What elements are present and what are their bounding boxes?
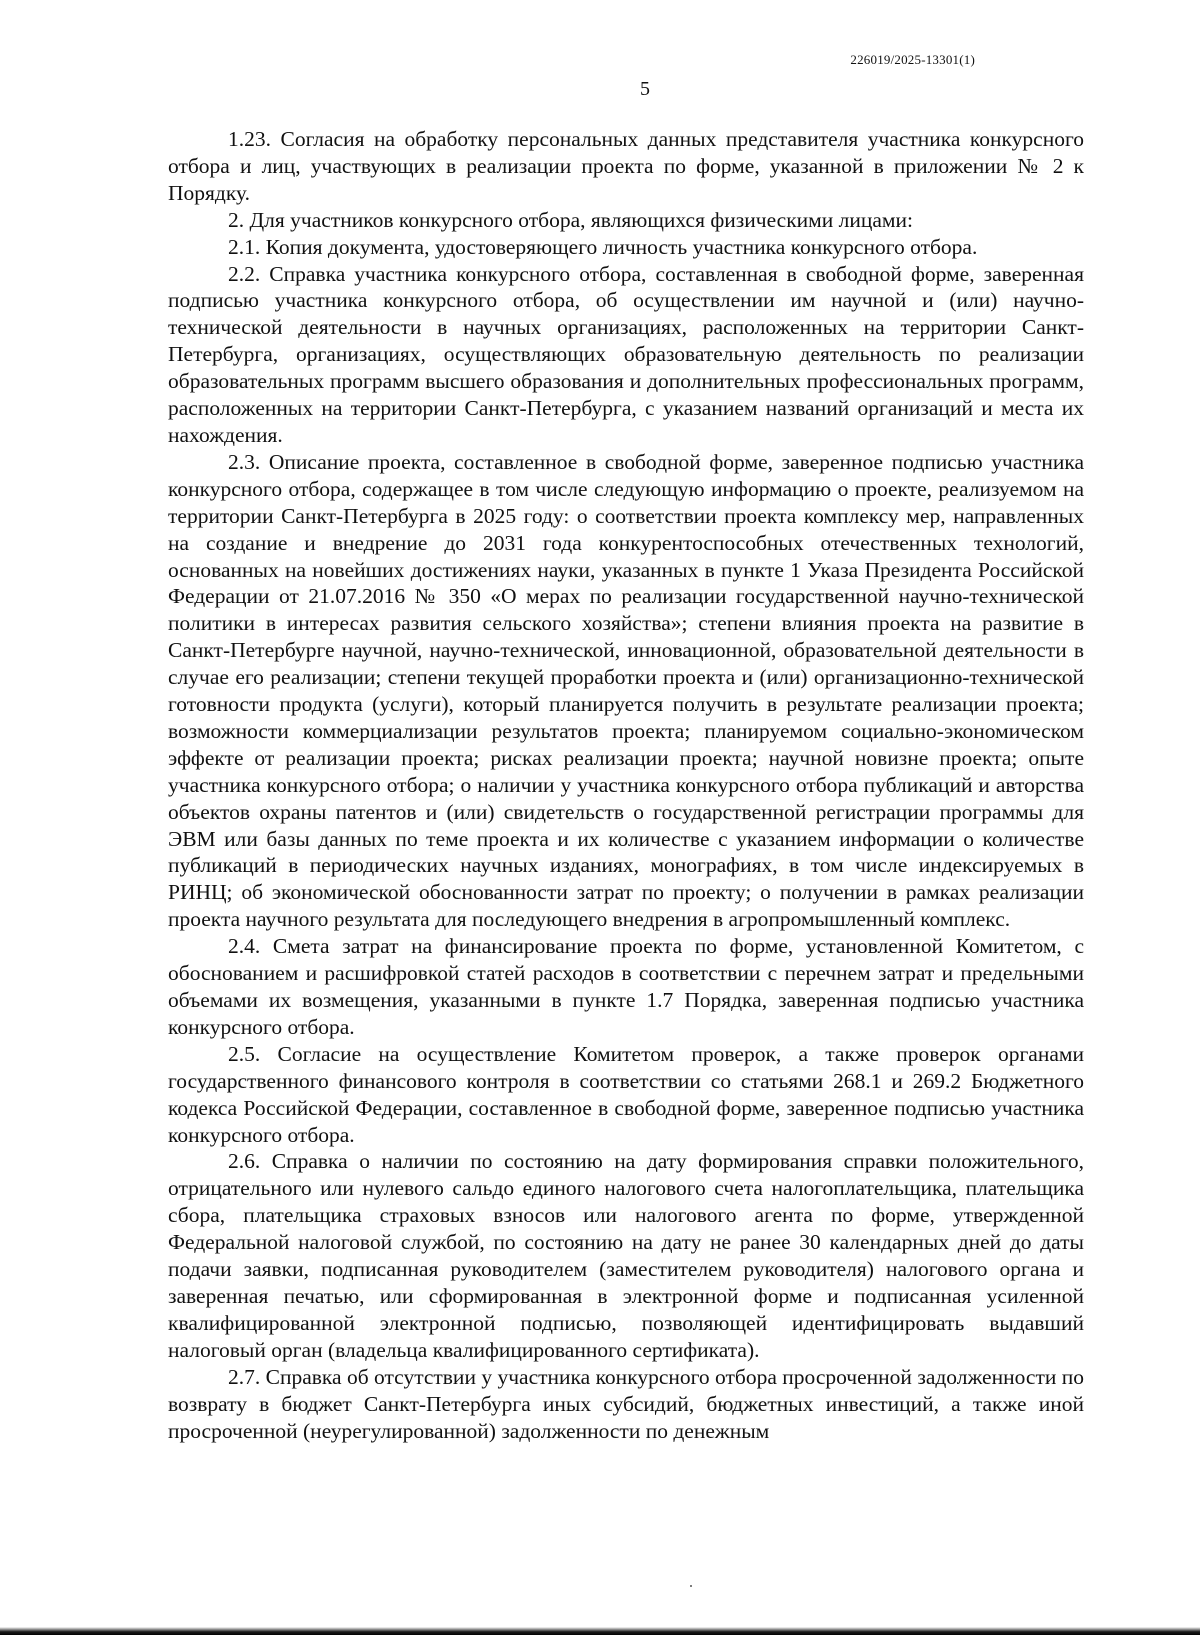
paragraph-2: 2. Для участников конкурсного отбора, являющихся физическими лицами: — [228, 207, 914, 232]
paragraph-2-4: 2.4. Смета затрат на финансирование проекта по форме, установленной Комитетом, с обоснованием и расшифровкой статей расходов в соответствии с перечнем затрат и предельными объемами их возмещения, указанными в пункте 1.7 Порядка, заверенная подписью участника конкурсного отбора. — [168, 934, 1084, 1039]
paragraph-2-2: 2.2. Справка участника конкурсного отбора, составленная в свободной форме, заверенная подписью участника конкурсного отбора, об осуществлении им научной и (или) научно-технической деятельности в научных организациях, расположенных на территории Санкт-Петербурга, организациях, осуществляющих образовательную деятельность по реализации образовательных программ высшего образования и дополнительных профессиональных программ, расположенных на территории Санкт-Петербурга, с указанием названий организаций и места их нахождения. — [168, 261, 1084, 447]
scan-bottom-edge — [0, 1627, 1200, 1635]
paragraph-2-6: 2.6. Справка о наличии по состоянию на дату формирования справки положительного, отрицательного или нулевого сальдо единого налогового счета налогоплательщика, плательщика сбора, плательщика страховых взносов или налогового агента по форме, утвержденной Федеральной налоговой службой, по состоянию на дату не ранее 30 календарных дней до даты подачи заявки, подписанная руководителем (заместителем руководителя) налогового органа и заверенная печатью, или сформированная в электронной форме и подписанная усиленной квалифицированной электронной подписью, позволяющей идентифицировать выдавший налоговый орган (владельца квалифицированного сертификата). — [168, 1149, 1084, 1362]
scan-speck — [690, 1585, 692, 1587]
paragraph-2-3: 2.3. Описание проекта, составленное в свободной форме, заверенное подписью участника конкурсного отбора, содержащее в том числе следующую информацию о проекте, реализуемом на территории Санкт-Петербурга в 2025 году: о соответствии проекта комплексу мер, направленных на создание и внедрение до 2031 года конкурентоспособных отечественных технологий, основанных на новейших достижениях науки, указанных в пункте 1 Указа Президента Российской Федерации от 21.07.2016 № 350 «О мерах по реализации государственной научно-технической политики в интересах развития сельского хозяйства»; степени влияния проекта на развитие в Санкт-Петербурге научной, научно-технической, инновационной, образовательной деятельности в случае его реализации; степени текущей проработки проекта и (или) организационно-технической готовности продукта (услуги), который планируется получить в результате реализации проекта; возможности коммерциализации результатов проекта; планируемом социально-экономическом эффекте от реализации проекта; рисках реализации проекта; научной новизне проекта; опыте участника конкурсного отбора; о наличии у участника конкурсного отбора публикаций и авторства объектов охраны патентов и (или) свидетельств о государственной регистрации программы для ЭВМ или базы данных по теме проекта и их количестве с указанием информации о количестве публикаций в периодических научных изданиях, монографиях, в том числе индексируемых в РИНЦ; об экономической обоснованности затрат по проекту; о получении в рамках реализации проекта научного результата для последующего внедрения в агропромышленный комплекс. — [168, 449, 1084, 932]
registration-number: 226019/2025-13301(1) — [850, 52, 975, 67]
paragraph-2-7: 2.7. Справка об отсутствии у участника конкурсного отбора просроченной задолженности по возврату в бюджет Санкт-Петербурга иных субсидий, бюджетных инвестиций, а также иной просроченной (неурегулированной) задолженности по денежным — [168, 1364, 1084, 1443]
page-number: 5 — [640, 78, 650, 100]
paragraph-2-5: 2.5. Согласие на осуществление Комитетом проверок, а также проверок органами государственного финансового контроля в соответствии со статьями 268.1 и 269.2 Бюджетного кодекса Российской Федерации, составленное в свободной форме, заверенное подписью участника конкурсного отбора. — [168, 1041, 1084, 1147]
document-body — [168, 126, 1084, 1444]
paragraph-1-23: 1.23. Согласия на обработку персональных данных представителя участника конкурсного отбора и лиц, участвующих в реализации проекта по форме, указанной в приложении № 2 к Порядку. — [168, 127, 1084, 205]
paragraph-2-1: 2.1. Копия документа, удостоверяющего личность участника конкурсного отбора. — [228, 234, 978, 259]
